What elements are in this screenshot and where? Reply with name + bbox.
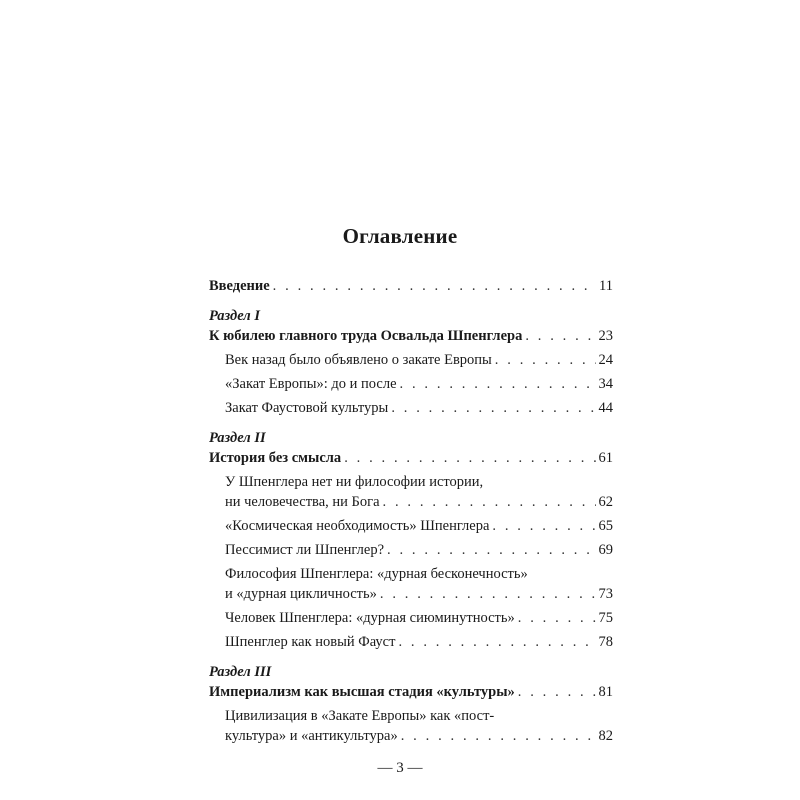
dot-leader bbox=[495, 350, 596, 370]
dot-leader bbox=[344, 448, 595, 468]
dot-leader bbox=[380, 584, 596, 604]
toc-entry-page: 78 bbox=[598, 634, 613, 650]
toc-section-title bbox=[209, 326, 613, 346]
section-heading-2: Раздел II bbox=[209, 430, 266, 446]
dot-leader bbox=[398, 632, 595, 652]
toc-entry bbox=[209, 492, 613, 512]
toc-entry-page: 75 bbox=[598, 610, 613, 626]
dot-leader bbox=[383, 492, 596, 512]
section-heading-3: Раздел III bbox=[209, 664, 272, 680]
toc-entry-first-line: Цивилизация в «Закате Европы» как «пост- bbox=[225, 708, 495, 724]
toc-entry bbox=[209, 584, 613, 604]
toc-entry-label: К юбилею главного труда Освальда Шпенглера bbox=[209, 328, 523, 344]
toc-entry-label: Пессимист ли Шпенглер? bbox=[225, 542, 385, 558]
dot-leader bbox=[525, 326, 595, 346]
toc-entry bbox=[209, 632, 613, 652]
toc-entry-label: История без смысла bbox=[209, 450, 342, 466]
toc-entry bbox=[209, 374, 613, 394]
dot-leader bbox=[518, 682, 596, 702]
toc-entry bbox=[209, 398, 613, 418]
dot-leader bbox=[273, 276, 596, 296]
toc-entry bbox=[209, 516, 613, 536]
toc-entry-intro bbox=[209, 276, 613, 296]
toc-entry-label: Шпенглер как новый Фауст bbox=[225, 634, 396, 650]
page-title: Оглавление bbox=[342, 224, 458, 248]
toc-entry-page: 62 bbox=[598, 494, 613, 510]
toc-entry-page: 73 bbox=[598, 586, 613, 602]
dot-leader bbox=[391, 398, 595, 418]
toc-entry-label: ни человечества, ни Бога bbox=[225, 494, 380, 510]
page-number: — 3 — bbox=[377, 760, 423, 776]
toc-entry-label: «Космическая необходимость» Шпенглера bbox=[225, 518, 490, 534]
toc-entry bbox=[209, 540, 613, 560]
toc-entry-page: 11 bbox=[599, 278, 613, 294]
toc-entry-label: Закат Фаустовой культуры bbox=[225, 400, 389, 416]
toc-section-title bbox=[209, 682, 613, 702]
dot-leader bbox=[400, 374, 596, 394]
toc-entry-page: 81 bbox=[598, 684, 613, 700]
toc-entry-label: Введение bbox=[209, 278, 270, 294]
toc-entry-label: культура» и «антикультура» bbox=[225, 728, 398, 744]
toc-entry-page: 65 bbox=[598, 518, 613, 534]
toc-entry-page: 34 bbox=[598, 376, 613, 392]
toc-entry-page: 82 bbox=[598, 728, 613, 744]
toc-entry bbox=[209, 726, 613, 746]
dot-leader bbox=[387, 540, 595, 560]
dot-leader bbox=[492, 516, 595, 536]
toc-entry-label: Империализм как высшая стадия «культуры» bbox=[209, 684, 515, 700]
toc-entry-page: 44 bbox=[598, 400, 613, 416]
toc-entry-label: «Закат Европы»: до и после bbox=[225, 376, 397, 392]
dot-leader bbox=[401, 726, 596, 746]
toc-entry-label: Человек Шпенглера: «дурная сиюминутность» bbox=[225, 610, 515, 626]
toc-entry-page: 69 bbox=[598, 542, 613, 558]
toc-entry-first-line: У Шпенглера нет ни философии истории, bbox=[225, 474, 484, 490]
toc-entry-page: 24 bbox=[598, 352, 613, 368]
toc-entry-label: Век назад было объявлено о закате Европы bbox=[225, 352, 492, 368]
toc-entry bbox=[209, 350, 613, 370]
section-heading-1: Раздел I bbox=[209, 308, 260, 324]
toc-entry-label: и «дурная цикличность» bbox=[225, 586, 377, 602]
toc-entry-page: 23 bbox=[598, 328, 613, 344]
dot-leader bbox=[518, 608, 596, 628]
toc-entry-page: 61 bbox=[598, 450, 613, 466]
toc-section-title bbox=[209, 448, 613, 468]
toc-entry-first-line: Философия Шпенглера: «дурная бесконечность» bbox=[225, 566, 528, 582]
toc-entry bbox=[209, 608, 613, 628]
table-of-contents bbox=[209, 276, 613, 746]
